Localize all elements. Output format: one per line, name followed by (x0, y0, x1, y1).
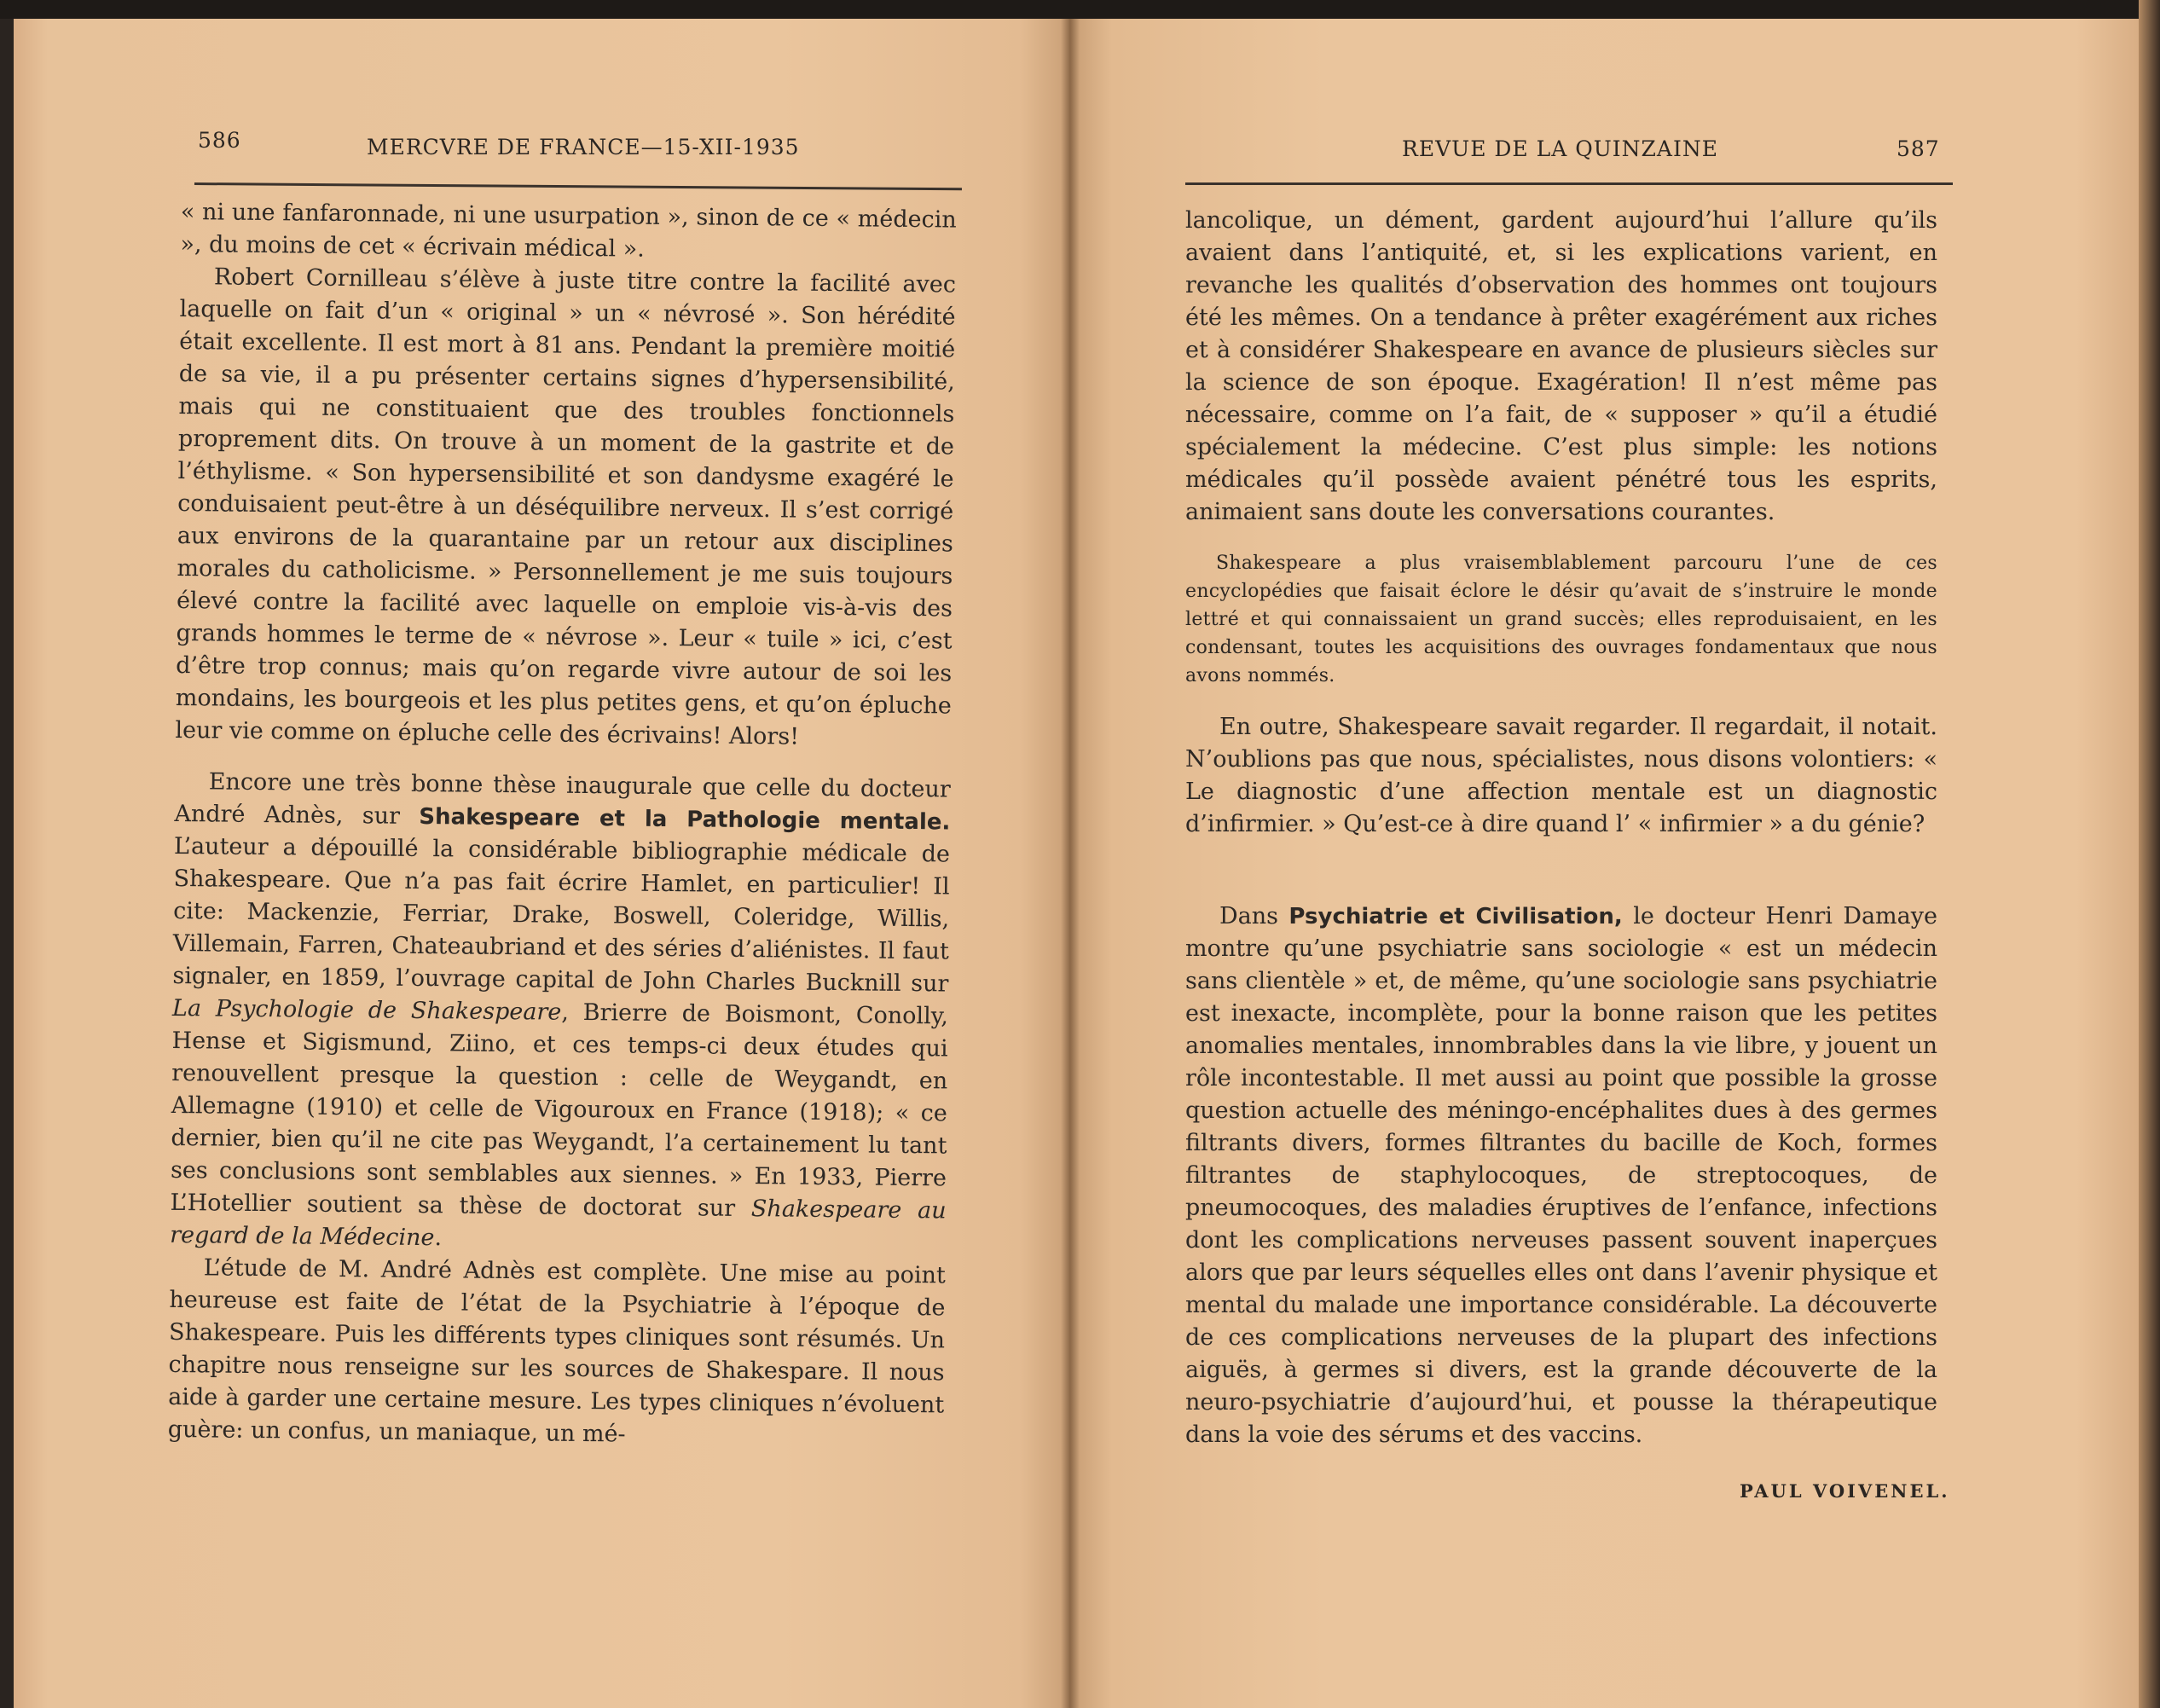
book-gutter (1061, 19, 1080, 1708)
text-run: L’auteur a dépouillé la considérable bibliographie médicale de Shakespeare. Que n’a pas fait écrire Hamlet, en particulier! Il cite: Mackenzie, Ferriar, Drake, Boswell, Coleridge, Willis, Villemain, Farren, Chateaubriand et des séries d’aliénistes. Il faut signaler, en 1859, l’ouvrage capital de John Charles Bucknill sur (172, 832, 951, 998)
book-title-italic: La Psychologie de Shakespeare (171, 994, 562, 1026)
right-header-rule (1185, 182, 1953, 185)
right-page-number: 587 (1897, 136, 1940, 161)
left-paragraph-2 (175, 261, 956, 755)
page-edge-right (2139, 0, 2160, 1708)
text-run: , Brierre de Boismont, Conolly, Hense et Sigismund, Ziino, et ces temps-ci deux études qui renouvellent presque la question : celle de Weygandt, en Allemagne (1910) et celle de Vigouroux en France (1918); « ce dernier, bien qu’il ne cite pas Weygandt, l’a certainement lu tant ses conclusions sont semblables aux siennes. » En 1933, Pierre L’Hotellier soutient sa thèse de doctorat sur (170, 999, 949, 1223)
left-body-text (168, 196, 957, 1454)
left-page (14, 19, 1069, 1708)
right-paragraph-3 (1185, 900, 1937, 1451)
text-run: L’étude de M. André Adnès est complète. Une mise au point heureuse est faite de l’état de la Psychiatrie à l’époque de Shakespeare. Puis les différents types cliniques sont résumés. Un chapitre nous renseigne sur les sources de Shakespare. Il nous aide à garder une certaine mesure. Les types cliniques n’évoluent guère: un confus, un maniaque, un mé- (167, 1254, 946, 1448)
left-paragraph-4 (168, 1252, 946, 1455)
left-header-rule (194, 182, 962, 190)
text-run: Encore une très bonne thèse inaugurale que celle du docteur André Adnès, sur (174, 768, 951, 830)
right-page (1069, 19, 2139, 1708)
book-title-psychiatrie: Psychiatrie et Civilisation, (1288, 904, 1623, 929)
left-paragraph-1 (180, 196, 957, 269)
para-3-lead: Dans (1219, 903, 1289, 929)
left-running-head: MERCVRE DE FRANCE—15-XII-1935 (367, 135, 800, 159)
right-paragraph-1-text: lancolique, un dément, gardent aujourd’hui l’allure qu’ils avaient dans l’antiquité, et, si les explications varient, en revanche les qualités d’observation des hommes ont toujours été les mêmes. On a tendance à prêter exagérément aux riches et à considérer Shakespeare en avance de plusieurs siècles sur la science de son époque. Exagération! Il n’est même pas nécessaire, comme on l’a fait, de « supposer » qu’il a étudié spécialement la médecine. C’est plus simple: les notions médicales qu’il possède avaient pénétré tous les esprits, animaient sans doute les conversations courantes. (1185, 207, 1937, 525)
text-run: « ni une fanfaronnade, ni une usurpation », sinon de ce « médecin », du moins de cet « écrivain médical ». (180, 198, 957, 263)
right-paragraph-3-text (1185, 900, 1937, 1451)
left-page-number: 586 (198, 128, 241, 153)
text-run: . (434, 1225, 443, 1252)
text-run: Robert Cornilleau s’élève à juste titre contre la facilité avec laquelle on fait d’un « original » un « névrosé ». Son hérédité était excellente. Il est mort à 81 ans. Pendant la première moitié de sa vie, il a pu présenter certains signes d’hypersensibilité, mais qui ne constituaient que des troubles fonctionnels proprement dits. On trouve à un moment de la gastrite et de l’éthylisme. « Son hypersensibilité et son dandysme exagéré le conduisaient peut-être à un déséquilibre nerveux. Il s’est corrigé aux environs de la quarantaine par un retour aux disciplines morales du catholicisme. » Personnellement je me suis toujours élevé contre la facilité avec laquelle on emploie vis-à-vis des grands hommes le terme de « névrose ». Leur « tuile » ici, c’est d’être trop connus; mais qu’on regarde vivre autour de soi les mondains, les bourgeois et les plus petites gens, et qu’on épluche leur vie comme on épluche celle des écrivains! Alors! (175, 263, 957, 750)
left-paragraph-3 (170, 766, 951, 1259)
author-signature: PAUL VOIVENEL. (1740, 1480, 1950, 1502)
book-title-shakespeare-pathologie: Shakespeare et la Pathologie mentale. (419, 803, 951, 836)
right-running-head: REVUE DE LA QUINZAINE (1402, 136, 1718, 161)
right-paragraph-2 (1185, 711, 1937, 841)
book-title-italic: Shakespeare au regard de la Médecine (170, 1196, 947, 1252)
right-quote: Shakespeare a plus vraisemblablement parcouru l’une de ces encyclopédies que faisait éclore le désir qu’avait de s’instruire le monde lettré et qui connaissaient un grand succès; elles reproduisaient, en les condensant, toutes les acquisitions des ouvrages fondamentaux que nous avons nommés. (1185, 553, 1937, 686)
right-paragraph-2-text: En outre, Shakespeare savait regarder. Il regardait, il notait. N’oublions pas que nous, spécialistes, nous disons volontiers: « Le diagnostic d’une affection mentale est un diagnostic d’infirmier. » Qu’est-ce à dire quand l’ « infirmier » a du génie? (1185, 714, 1937, 837)
para-3-body: le docteur Henri Damaye montre qu’une psychiatrie sans sociologie « est un médecin sans clientèle » et, de même, qu’une sociologie sans psychiatrie est inexacte, incomplète, pour la bonne raison que les petites anomalies mentales, innombrables dans la vie libre, y jouent un rôle incontestable. Il met aussi au point que possible la grosse question actuelle des méningo-encéphalites dues à des germes filtrants divers, formes filtrantes du bacille de Koch, formes filtrantes de staphylocoques, de streptocoques, de pneumocoques, des maladies éruptives de l’enfance, infections dont les complications nerveuses passent souvent inaperçues alors que par leurs séquelles elles ont dans l’avenir physique et mental du malade une importance considérable. La découverte de ces complications nerveuses de la plupart des infections aiguës, à germes si divers, est la grande découverte de la neuro-psychiatrie d’aujourd’hui, et pousse la thérapeutique dans la voie des sérums et des vaccins. (1185, 903, 1937, 1448)
scan-top-edge (0, 0, 2160, 19)
right-paragraph-1 (1185, 205, 1937, 529)
